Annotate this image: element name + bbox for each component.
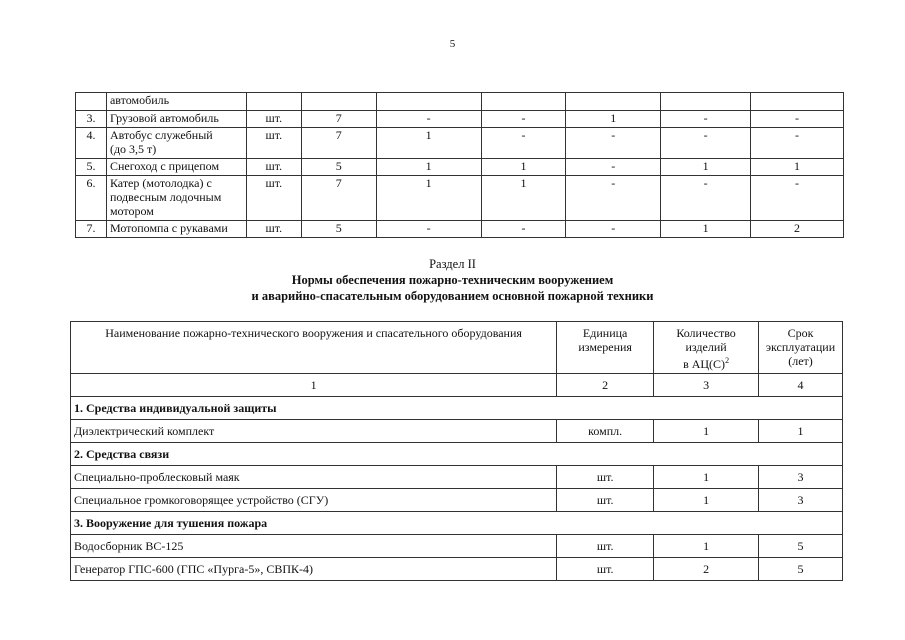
row-number: 7. — [76, 221, 107, 238]
value-cell: - — [661, 111, 751, 128]
value-cell — [301, 93, 376, 111]
value-cell: - — [751, 128, 844, 159]
table-row — [76, 128, 844, 159]
row-number: 3. — [76, 111, 107, 128]
value-cell: 1 — [481, 176, 566, 221]
unit-cell — [246, 93, 301, 111]
item-quantity: 2 — [654, 558, 759, 581]
table-row — [76, 93, 844, 111]
value-cell: 1 — [566, 111, 661, 128]
item-name: Водосборник ВС-125 — [71, 535, 557, 558]
vehicle-name: Снегоход с прицепом — [106, 159, 246, 176]
unit-cell: шт. — [246, 221, 301, 238]
column-index-row — [71, 374, 843, 397]
table-row — [76, 159, 844, 176]
vehicle-name: Катер (мотолодка) с подвесным лодочным мотором — [106, 176, 246, 221]
item-unit: шт. — [557, 489, 654, 512]
value-cell: 1 — [661, 221, 751, 238]
item-unit: компл. — [557, 420, 654, 443]
item-unit: шт. — [557, 466, 654, 489]
category-title: 2. Средства связи — [71, 443, 843, 466]
value-cell — [751, 93, 844, 111]
item-term: 1 — [759, 420, 843, 443]
value-cell: - — [376, 221, 481, 238]
row-number — [76, 93, 107, 111]
value-cell: 1 — [481, 159, 566, 176]
value-cell: 7 — [301, 128, 376, 159]
table-row — [76, 111, 844, 128]
equipment-table — [70, 321, 843, 581]
value-cell: 1 — [376, 176, 481, 221]
value-cell — [566, 93, 661, 111]
item-term: 5 — [759, 558, 843, 581]
vehicle-name: Грузовой автомобиль — [106, 111, 246, 128]
header-quantity: Количество изделий в $АЦ(С)^2$ — [654, 322, 759, 374]
value-cell: - — [566, 128, 661, 159]
item-term: 5 — [759, 535, 843, 558]
column-index: 3 — [654, 374, 759, 397]
value-cell: - — [661, 128, 751, 159]
item-quantity: 1 — [654, 466, 759, 489]
value-cell — [481, 93, 566, 111]
value-cell: - — [481, 221, 566, 238]
row-number: 4. — [76, 128, 107, 159]
value-cell: - — [481, 111, 566, 128]
vehicle-name: Мотопомпа с рукавами — [106, 221, 246, 238]
item-quantity: 1 — [654, 489, 759, 512]
value-cell: - — [661, 176, 751, 221]
value-cell — [661, 93, 751, 111]
category-row — [71, 397, 843, 420]
value-cell: - — [481, 128, 566, 159]
unit-cell: шт. — [246, 111, 301, 128]
category-row — [71, 512, 843, 535]
value-cell: 7 — [301, 111, 376, 128]
section-label: Раздел II — [429, 257, 476, 271]
item-name: Генератор ГПС-600 (ГПС «Пурга-5», СВПК-4) — [71, 558, 557, 581]
table-row — [71, 535, 843, 558]
value-cell: 1 — [376, 128, 481, 159]
table-row — [71, 420, 843, 443]
item-unit: шт. — [557, 535, 654, 558]
item-name: Специальное громкоговорящее устройство (СГУ) — [71, 489, 557, 512]
vehicle-name: Автобус служебный (до 3,5 т) — [106, 128, 246, 159]
item-term: 3 — [759, 489, 843, 512]
header-term: Срок эксплуатации (лет) — [759, 322, 843, 374]
value-cell: - — [751, 111, 844, 128]
unit-cell: шт. — [246, 176, 301, 221]
column-index: 1 — [71, 374, 557, 397]
value-cell: - — [376, 111, 481, 128]
section-title-line2: и аварийно-спасательным оборудованием основной пожарной техники — [251, 289, 654, 303]
item-term: 3 — [759, 466, 843, 489]
column-index: 4 — [759, 374, 843, 397]
value-cell: - — [566, 159, 661, 176]
item-unit: шт. — [557, 558, 654, 581]
table-row — [71, 489, 843, 512]
category-row — [71, 443, 843, 466]
value-cell: - — [751, 176, 844, 221]
value-cell: 5 — [301, 221, 376, 238]
value-cell — [376, 93, 481, 111]
value-cell: 5 — [301, 159, 376, 176]
table-row — [71, 466, 843, 489]
category-title: 1. Средства индивидуальной защиты — [71, 397, 843, 420]
category-title: 3. Вооружение для тушения пожара — [71, 512, 843, 535]
item-name: Диэлектрический комплект — [71, 420, 557, 443]
header-unit: Единица измерения — [557, 322, 654, 374]
table-header-row — [71, 322, 843, 374]
section-title-line1: Нормы обеспечения пожарно-техническим вооружением — [291, 273, 614, 287]
header-name: Наименование пожарно-технического вооружения и спасательного оборудования — [71, 322, 557, 374]
value-cell: 2 — [751, 221, 844, 238]
value-cell: 1 — [376, 159, 481, 176]
value-cell: - — [566, 176, 661, 221]
item-quantity: 1 — [654, 535, 759, 558]
column-index: 2 — [557, 374, 654, 397]
value-cell: 7 — [301, 176, 376, 221]
item-name: Специально-проблесковый маяк — [71, 466, 557, 489]
vehicles-table — [75, 92, 844, 238]
value-cell: 1 — [661, 159, 751, 176]
table-row — [76, 221, 844, 238]
row-number: 5. — [76, 159, 107, 176]
value-cell: 1 — [751, 159, 844, 176]
vehicle-name: автомобиль — [106, 93, 246, 111]
unit-cell: шт. — [246, 128, 301, 159]
item-quantity: 1 — [654, 420, 759, 443]
row-number: 6. — [76, 176, 107, 221]
table-row — [76, 176, 844, 221]
page-number: 5 — [449, 38, 456, 50]
unit-cell: шт. — [246, 159, 301, 176]
value-cell: - — [566, 221, 661, 238]
table-row — [71, 558, 843, 581]
